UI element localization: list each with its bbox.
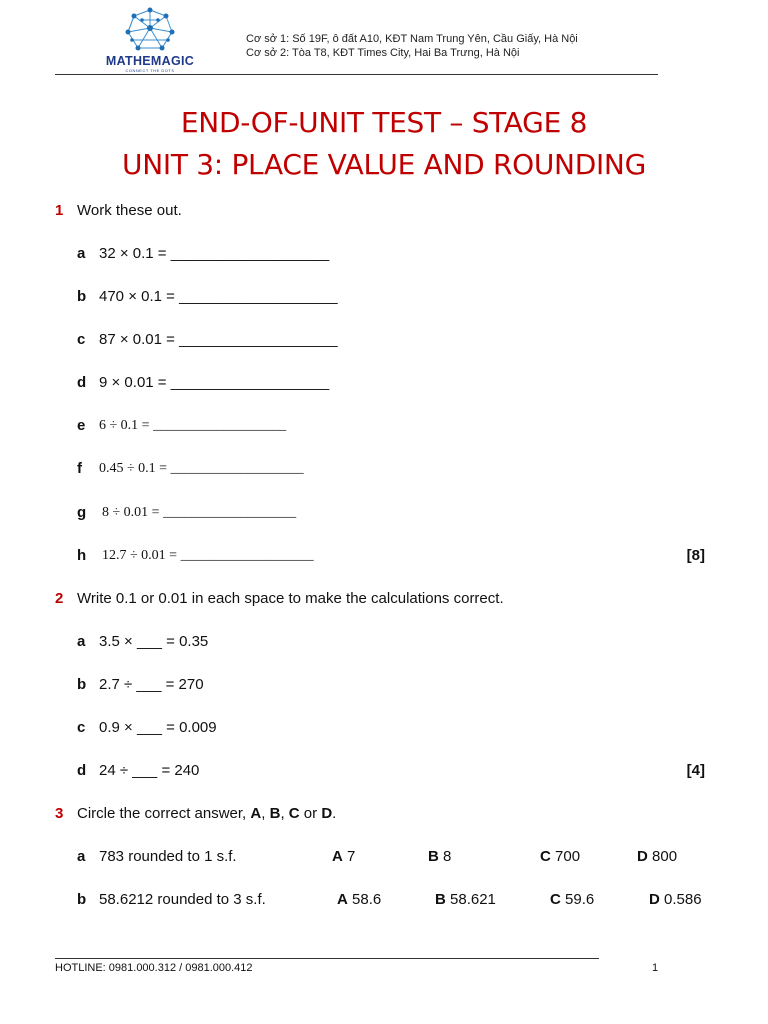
part-label: b — [77, 676, 87, 693]
part-label: c — [77, 331, 86, 348]
option[interactable]: A 7 — [332, 848, 356, 865]
choice-letter-c: C — [288, 805, 300, 822]
separator: or — [299, 805, 322, 822]
part-label: e — [77, 417, 86, 434]
separator: . — [332, 805, 337, 822]
part-expression: 8 ÷ 0.01 = ___________________ — [102, 505, 297, 520]
marks: [8] — [686, 547, 705, 564]
logo-name: MATHEMAGIC — [105, 54, 195, 68]
choice-letter-a: A — [250, 805, 262, 822]
option[interactable]: C 700 — [540, 848, 581, 865]
header-divider — [55, 74, 658, 75]
choice-letter-d: D — [321, 805, 333, 822]
question-number: 3 — [55, 805, 64, 822]
part-label: a — [77, 848, 86, 865]
address-line-1: Cơ sở 1: Số 19F, ô đất A10, KĐT Nam Trung Yên, Cầu Giấy, Hà Nội — [246, 33, 578, 45]
part-expression: 2.7 ÷ ___ = 270 — [99, 676, 204, 693]
question-text: Work these out. — [77, 202, 182, 219]
part-label: a — [77, 633, 86, 650]
part-expression: 0.9 × ___ = 0.009 — [99, 719, 217, 736]
part-label: b — [77, 288, 87, 305]
footer-divider — [55, 958, 599, 959]
page-subtitle: UNIT 3: PLACE VALUE AND ROUNDING — [122, 148, 646, 181]
network-globe-icon — [104, 6, 196, 56]
option[interactable]: B 8 — [428, 848, 452, 865]
page-number: 1 — [652, 962, 659, 974]
option[interactable]: C 59.6 — [550, 891, 595, 908]
footer-hotline: HOTLINE: 0981.000.312 / 0981.000.412 — [55, 962, 253, 974]
option[interactable]: D 800 — [637, 848, 678, 865]
part-label: f — [77, 460, 82, 477]
logo-tagline: CONNECT THE DOTS — [125, 68, 175, 73]
part-stem: 58.6212 rounded to 3 s.f. — [99, 891, 266, 908]
part-label: b — [77, 891, 87, 908]
part-stem: 783 rounded to 1 s.f. — [99, 848, 237, 865]
part-label: d — [77, 374, 87, 391]
part-expression: 87 × 0.01 = ___________________ — [99, 331, 338, 348]
separator: , — [261, 805, 270, 822]
part-expression: 12.7 ÷ 0.01 = ___________________ — [102, 548, 314, 563]
part-expression: 470 × 0.1 = ___________________ — [99, 288, 338, 305]
part-expression: 3.5 × ___ = 0.35 — [99, 633, 209, 650]
option[interactable]: B 58.621 — [435, 891, 496, 908]
part-expression: 0.45 ÷ 0.1 = ___________________ — [99, 461, 304, 476]
option[interactable]: A 58.6 — [337, 891, 382, 908]
part-label: g — [77, 504, 87, 521]
question-text — [77, 805, 336, 822]
part-expression: 24 ÷ ___ = 240 — [99, 762, 200, 779]
part-label: a — [77, 245, 86, 262]
question-text: Write 0.1 or 0.01 in each space to make the calculations correct. — [77, 590, 504, 607]
part-label: c — [77, 719, 86, 736]
question-text-prefix: Circle the correct answer, — [77, 805, 251, 822]
part-expression: 9 × 0.01 = ___________________ — [99, 374, 330, 391]
option[interactable]: D 0.586 — [649, 891, 702, 908]
choice-letter-b: B — [269, 805, 281, 822]
question-number: 1 — [55, 202, 64, 219]
separator: , — [280, 805, 289, 822]
part-label: h — [77, 547, 87, 564]
marks: [4] — [686, 762, 705, 779]
question-number: 2 — [55, 590, 64, 607]
address-line-2: Cơ sở 2: Tòa T8, KĐT Times City, Hai Ba Trưng, Hà Nội — [246, 47, 520, 59]
part-expression: 6 ÷ 0.1 = ___________________ — [99, 418, 287, 433]
part-expression: 32 × 0.1 = ___________________ — [99, 245, 330, 262]
page-title: END-OF-UNIT TEST – STAGE 8 — [180, 106, 588, 139]
part-label: d — [77, 762, 87, 779]
